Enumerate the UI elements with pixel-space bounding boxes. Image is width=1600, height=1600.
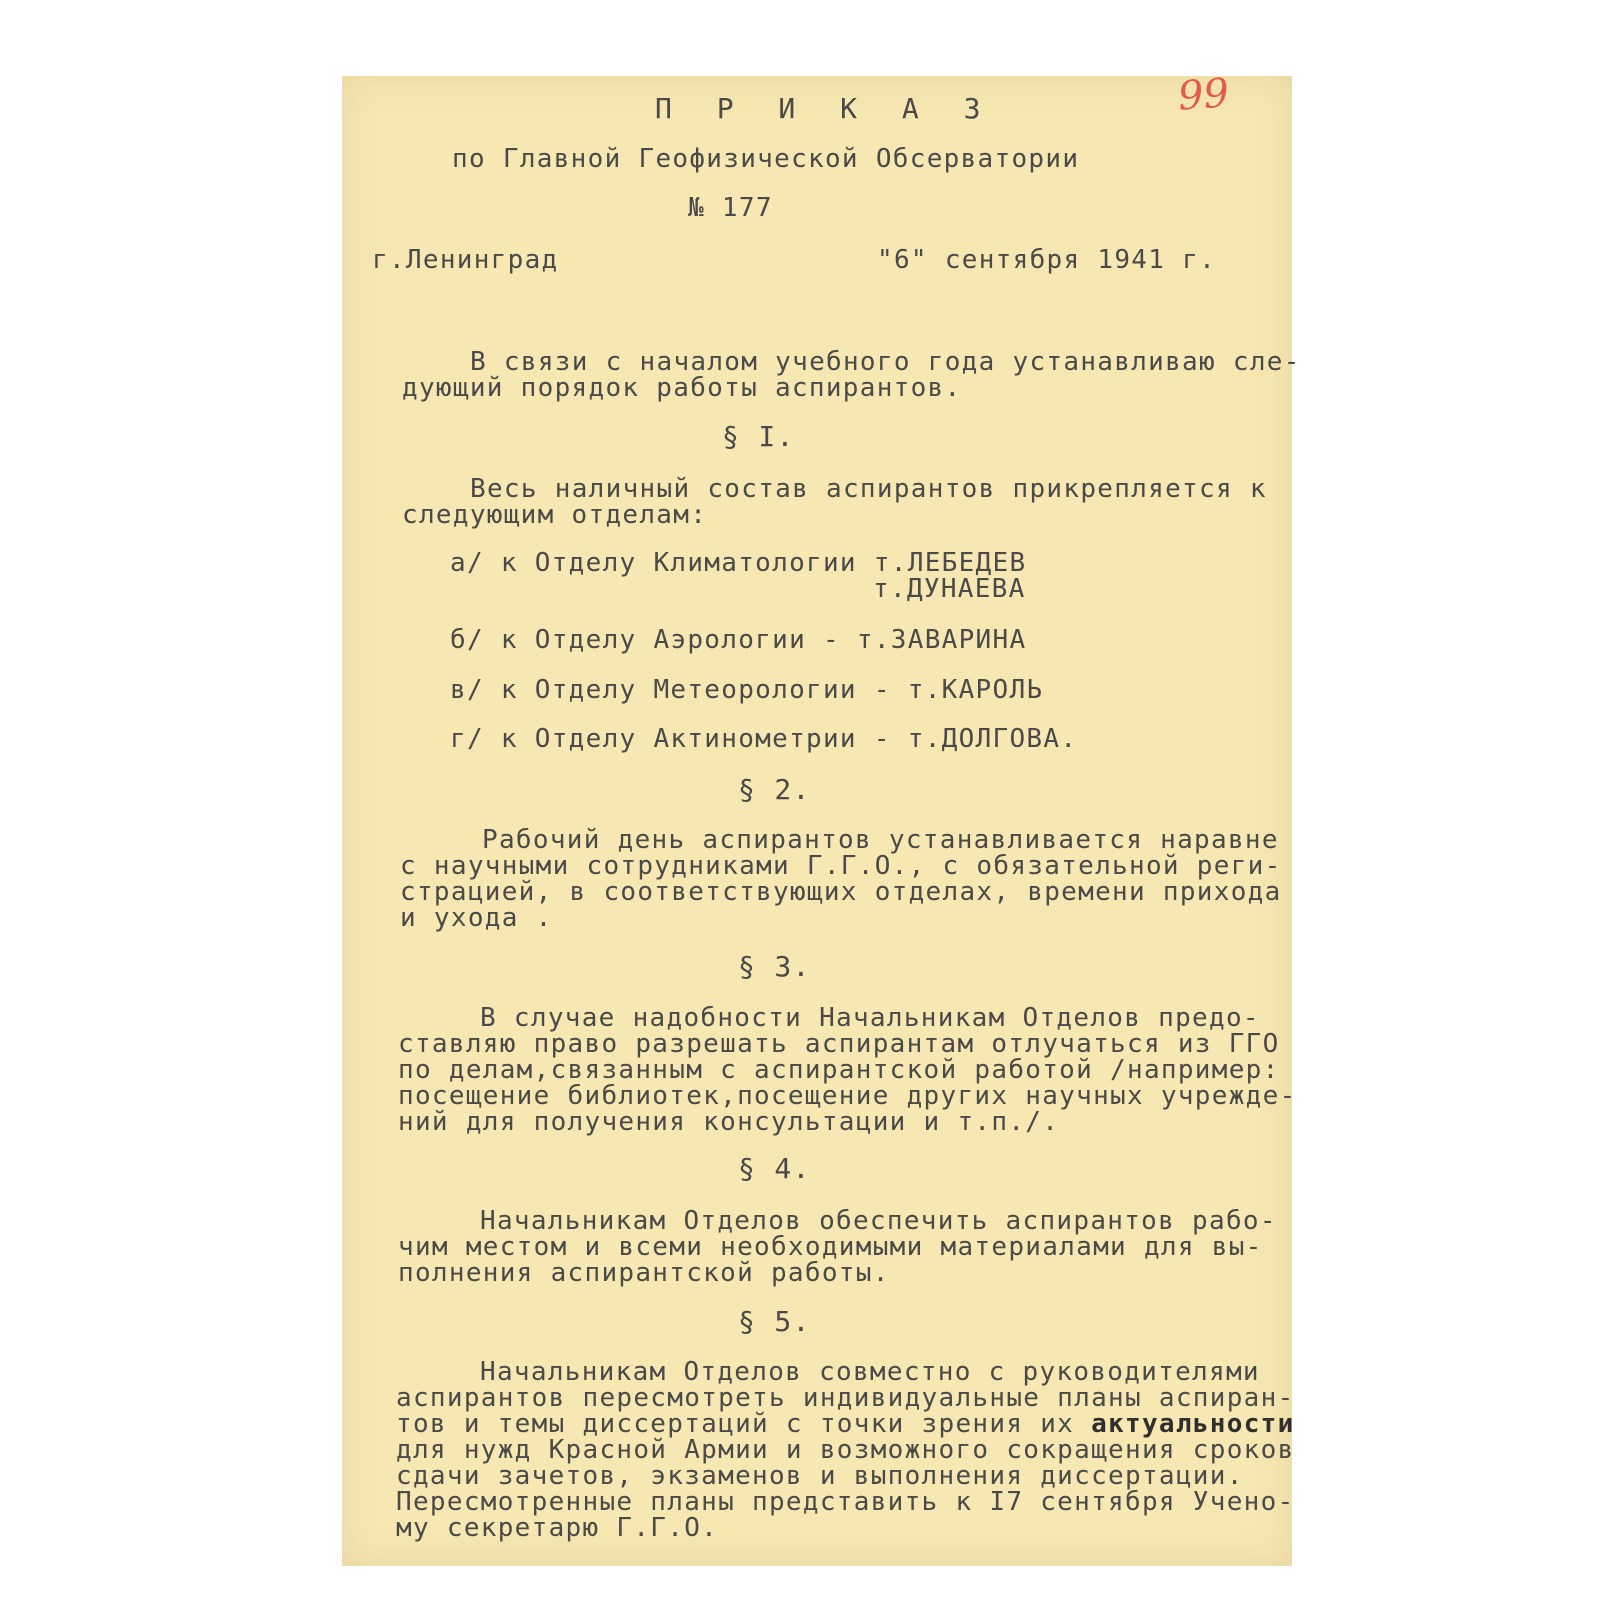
section-2-line-3: страцией, в соответствующих отделах, времени прихода [400,877,1282,907]
emphasized-word: актуальности [1091,1409,1295,1439]
section-3-line-5: ний для получения консультации и т.п./. [398,1107,1060,1137]
section-3-line-3: по делам,связанным с аспирантской работой /например: [398,1055,1280,1085]
section-5-line-5: сдачи зачетов, экзаменов и выполнения диссертации. [396,1461,1244,1491]
section-5-heading: § 5. [738,1305,811,1338]
section-1-line-1: Весь наличный состав аспирантов прикрепляется к [470,474,1267,504]
section-5-line-3-text: тов и темы диссертаций с точки зрения их [396,1409,1075,1439]
section-2-heading: § 2. [738,773,811,806]
intro-line-2: дующий порядок работы аспирантов. [402,373,962,403]
section-1-line-2: следующим отделам: [402,500,708,530]
assignment-v: в/ к Отделу Метеорологии - т.КАРОЛЬ [450,675,1044,705]
section-2-line-1: Рабочий день аспирантов устанавливается наравне [482,825,1279,855]
section-4-heading: § 4. [738,1152,811,1185]
city: г.Ленинград [372,245,559,275]
section-3-line-2: ставляю право разрешать аспирантам отлучаться из ГГО [398,1029,1280,1059]
section-3-line-1: В случае надобности Начальникам Отделов предо- [480,1003,1260,1033]
section-1-heading: § I. [722,420,795,453]
document-page [342,76,1295,1566]
date: "6" сентября 1941 г. [877,245,1217,275]
section-4-line-1: Начальникам Отделов обеспечить аспирантов рабо- [480,1206,1277,1236]
assignment-a-continued: т.ДУНАЕВА [873,574,1026,604]
section-5-line-4: для нужд Красной Армии и возможного сокращения сроков [396,1435,1295,1465]
order-number: № 177 [688,193,773,223]
section-5-line-2: аспирантов пересмотреть индивидуальные планы аспиран- [396,1383,1295,1413]
section-3-line-4: посещение библиотек,посещение других научных учрежде- [398,1081,1297,1111]
intro-line-1: В связи с началом учебного года устанавливаю сле- [470,347,1301,377]
assignment-g: г/ к Отделу Актинометрии - т.ДОЛГОВА. [450,724,1078,754]
section-5-line-6: Пересмотренные планы представить к I7 сентября Учено- [396,1487,1295,1517]
section-5-line-1: Начальникам Отделов совместно с руководителями [480,1357,1260,1387]
document-title: П Р И К А З [655,92,995,125]
section-4-line-3: полнения аспирантской работы. [398,1258,890,1288]
section-2-line-4: и ухода . [400,903,553,933]
section-3-heading: § 3. [738,950,811,983]
section-5-line-7: му секретарю Г.Г.О. [396,1513,719,1543]
section-2-line-2: с научными сотрудниками Г.Г.О., с обязательной реги- [400,851,1282,881]
section-4-line-2: чим местом и всеми необходимыми материалами для вы- [398,1232,1263,1262]
assignment-b: б/ к Отделу Аэрологии - т.ЗАВАРИНА [450,625,1027,655]
organization-line: по Главной Геофизической Обсерватории [452,144,1080,174]
page-number: 99 [1176,70,1231,120]
assignment-a: а/ к Отделу Климатологии т.ЛЕБЕДЕВ [450,548,1027,578]
